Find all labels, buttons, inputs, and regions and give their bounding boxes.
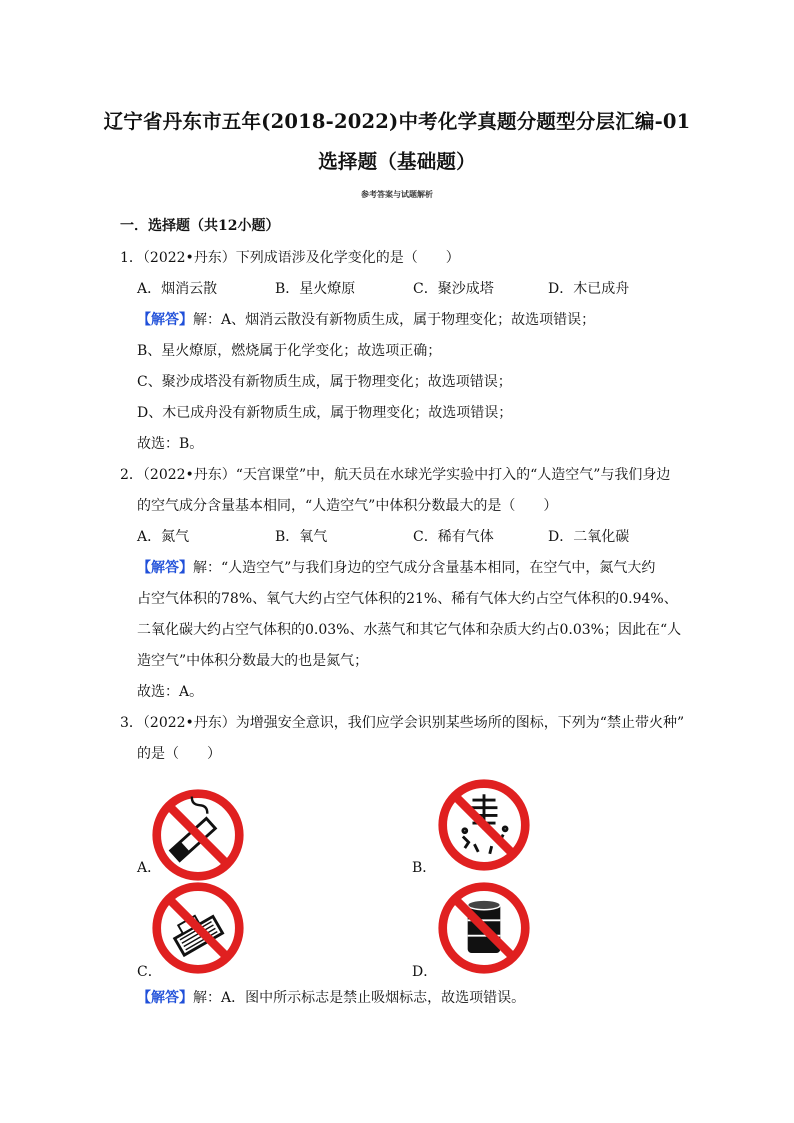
no-matches-icon xyxy=(150,880,246,976)
q1-answer-line3: C、聚沙成塔没有新物质生成，属于物理变化；故选项错误； xyxy=(137,374,512,390)
q1-answer-line2: B、星火燎原，燃烧属于化学变化；故选项正确； xyxy=(137,343,442,359)
no-fireworks-icon xyxy=(436,777,532,873)
no-oil-drum-icon xyxy=(436,880,532,976)
q2-answer-line2: 占空气体积的78%、氧气大约占空气体积的21%、稀有气体大约占空气体积的0.94%、 xyxy=(137,591,678,607)
q1-answer-tag: 【解答】 xyxy=(137,312,193,328)
q1-option-d: D．木已成舟 xyxy=(548,281,630,297)
document-title-line1: 辽宁省丹东市五年(2018-2022)中考化学真题分题型分层汇编-01 xyxy=(103,110,691,133)
document-title-line2: 选择题（基础题） xyxy=(318,150,476,173)
q2-answer-tag: 【解答】 xyxy=(137,560,193,576)
q2-answer-line1: 【解答】解：“人造空气”与我们身边的空气成分含量基本相同，在空气中，氮气大约 xyxy=(137,560,656,576)
q2-option-c: C．稀有气体 xyxy=(413,529,494,545)
q2-option-a: A．氮气 xyxy=(137,529,190,545)
q2-answer-line5: 故选：A。 xyxy=(137,684,204,700)
q1-option-c: C．聚沙成塔 xyxy=(413,281,494,297)
q1-option-b: B．星火燎原 xyxy=(275,281,356,297)
no-smoking-icon xyxy=(150,787,246,883)
q2-answer-line3: 二氧化碳大约占空气体积的0.03%、水蒸气和其它气体和杂质大约占0.03%；因此在“人 xyxy=(137,622,682,638)
q3-option-a-label: A． xyxy=(137,860,162,876)
section-heading: 一．选择题（共12小题） xyxy=(120,218,280,234)
q1-answer-line5: 故选：B。 xyxy=(137,436,204,452)
document-subtitle: 参考答案与试题解析 xyxy=(361,189,433,199)
q2-option-d: D．二氧化碳 xyxy=(548,529,630,545)
q1-stem: 1．（2022•丹东）下列成语涉及化学变化的是（ ） xyxy=(120,250,460,266)
q2-stem-line1: 2．（2022•丹东）“天宫课堂”中，航天员在水球光学实验中打入的“人造空气”与我们身边 xyxy=(120,467,671,483)
q1-answer-line1: 【解答】解：A、烟消云散没有新物质生成，属于物理变化；故选项错误； xyxy=(137,312,596,328)
q3-stem-line2: 的是（ ） xyxy=(137,746,221,762)
q2-option-b: B．氧气 xyxy=(275,529,328,545)
q3-option-b-label: B． xyxy=(412,860,437,876)
q2-answer-line4: 造空气”中体积分数最大的也是氮气； xyxy=(137,653,369,669)
q1-answer-line4: D、木已成舟没有新物质生成，属于物理变化；故选项错误； xyxy=(137,405,513,421)
q3-answer-tag: 【解答】 xyxy=(137,990,193,1006)
q2-stem-line2: 的空气成分含量基本相同，“人造空气”中体积分数最大的是（ ） xyxy=(137,498,558,514)
q3-stem-line1: 3．（2022•丹东）为增强安全意识，我们应学会识别某些场所的图标，下列为“禁止带火种” xyxy=(120,715,685,731)
q3-answer-line1: 【解答】解：A．图中所示标志是禁止吸烟标志，故选项错误。 xyxy=(137,990,526,1006)
q3-option-d-label: D． xyxy=(412,964,438,980)
q1-option-a: A．烟消云散 xyxy=(137,281,218,297)
q3-option-c-label: C． xyxy=(137,964,162,980)
